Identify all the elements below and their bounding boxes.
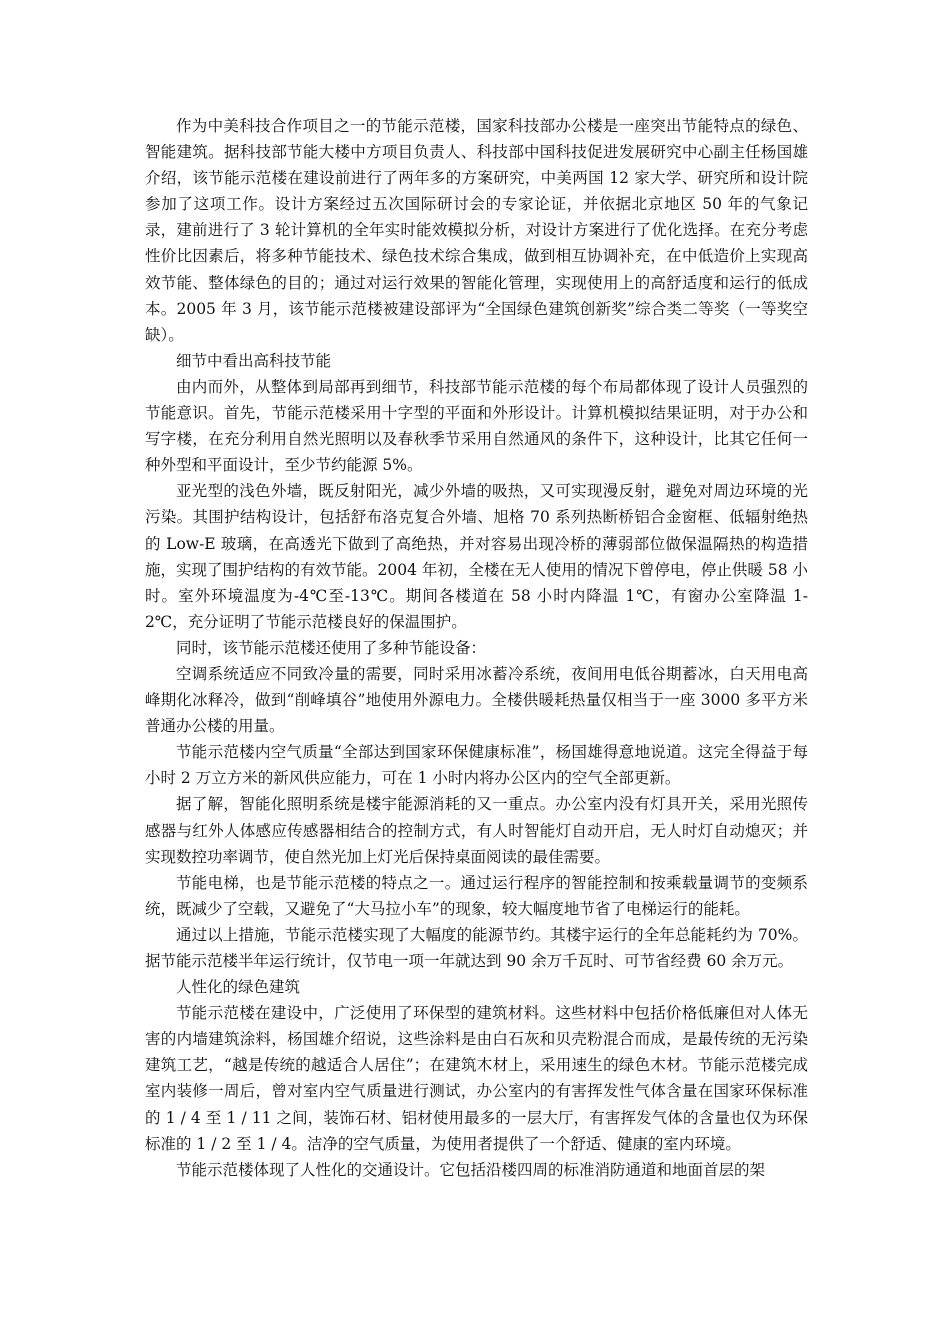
paragraph-air-quality: 节能示范楼内空气质量“全部达到国家环保健康标准”，杨国雄得意地说道。这完全得益于每小时 2 万立方米的新风供应能力，可在 1 小时内将办公区内的空气全部更新。 <box>145 743 808 788</box>
paragraph-lighting: 据了解，智能化照明系统是楼宇能源消耗的又一重点。办公室内没有灯具开关，采用光照传感器与红外人体感应传感器相结合的控制方式，有人时智能灯自动开启，无人时灯自动熄灭；并实现数控功率调节，使自然光加上灯光后保持桌面阅读的最佳需要。 <box>145 795 808 866</box>
paragraph-traffic-design: 节能示范楼体现了人性化的交通设计。它包括沿楼四周的标准消防通道和地面首层的架 <box>176 1160 766 1179</box>
paragraph-air-conditioning: 空调系统适应不同致冷量的需要，同时采用冰蓄冷系统，夜间用电低谷期蓄冰，白天用电高峰期化冰释冷，做到“削峰填谷”地使用外源电力。全楼供暖耗热量仅相当于一座 3000 多平方米普通办公楼的用量。 <box>145 664 808 736</box>
article-body <box>145 113 808 1183</box>
paragraph-equipment-intro: 同时，该节能示范楼还使用了多种节能设备： <box>176 638 487 657</box>
paragraph-envelope: 亚光型的浅色外墙，既反射阳光，减少外墙的吸热，又可实现漫反射，避免对周边环境的光污染。其围护结构设计，包括舒布洛克复合外墙、旭格 70 系列热断桥铝合金窗框、低辐射绝热的 Low-E 玻璃，在高透光下做到了高绝热，并对容易出现冷桥的薄弱部位做保温隔热的构造措施，实现了围护结构的有效节能。2004 年初，全楼在无人使用的情况下曾停电，停止供暖 58 小时。室外环境温度为-4℃至-13℃。期间各楼道在 58 小时内降温 1℃，有窗办公室降温 1-2℃，充分证明了节能示范楼良好的保温围护。 <box>145 482 808 631</box>
section-heading-green-building: 人性化的绿色建筑 <box>176 978 301 997</box>
paragraph-layout-design: 由内而外，从整体到局部再到细节，科技部节能示范楼的每个布局都体现了设计人员强烈的节能意识。首先，节能示范楼采用十字型的平面和外形设计。计算机模拟结果证明，对于办公和写字楼，在充分利用自然光照明以及春秋季节采用自然通风的条件下，这种设计，比其它任何一种外型和平面设计，至少节约能源 5%。 <box>145 377 808 475</box>
paragraph-energy-savings: 通过以上措施，节能示范楼实现了大幅度的能源节约。其楼宇运行的全年总能耗约为 70%。据节能示范楼半年运行统计，仅节电一项一年就达到 90 余万千瓦时、可节省经费 60 余万元。 <box>145 925 808 970</box>
paragraph-intro: 作为中美科技合作项目之一的节能示范楼，国家科技部办公楼是一座突出节能特点的绿色、智能建筑。据科技部节能大楼中方项目负责人、科技部中国科技促进发展研究中心副主任杨国雄介绍，该节能示范楼在建设前进行了两年多的方案研究，中美两国 12 家大学、研究所和设计院参加了这项工作。设计方案经过五次国际研讨会的专家论证，并依据北京地区 50 年的气象记录，建前进行了 3 轮计算机的全年实时能效模拟分析，对设计方案进行了优化选择。在充分考虑性价比因素后，将多种节能技术、绿色技术综合集成，做到相互协调补充，在中低造价上实现高效节能、整体绿色的目的；通过对运行效果的智能化管理，实现使用上的高舒适度和运行的低成本。2005 年 3 月，该节能示范楼被建设部评为“全国绿色建筑创新奖”综合类二等奖（一等奖空缺）。 <box>145 117 808 344</box>
paragraph-materials: 节能示范楼在建设中，广泛使用了环保型的建筑材料。这些材料中包括价格低廉但对人体无害的内墙建筑涂料，杨国雄介绍说，这些涂料是由白石灰和贝壳粉混合而成，是最传统的无污染建筑工艺，“越是传统的越适合人居住”；在建筑木材上，采用速生的绿色木材。节能示范楼完成室内装修一周后，曾对室内空气质量进行测试，办公室内的有害挥发性气体含量在国家环保标准的 1 / 4 至 1 / 11 之间，装饰石材、铝材使用最多的一层大厅，有害挥发气体的含量也仅为环保标准的 1 / 2 至 1 / 4。洁净的空气质量，为使用者提供了一个舒适、健康的室内环境。 <box>145 1004 808 1153</box>
section-heading-tech-details: 细节中看出高科技节能 <box>176 351 332 370</box>
paragraph-elevator: 节能电梯，也是节能示范楼的特点之一。通过运行程序的智能控制和按乘载量调节的变频系统，既减少了空载，又避免了“大马拉小车”的现象，较大幅度地节省了电梯运行的能耗。 <box>145 873 808 918</box>
